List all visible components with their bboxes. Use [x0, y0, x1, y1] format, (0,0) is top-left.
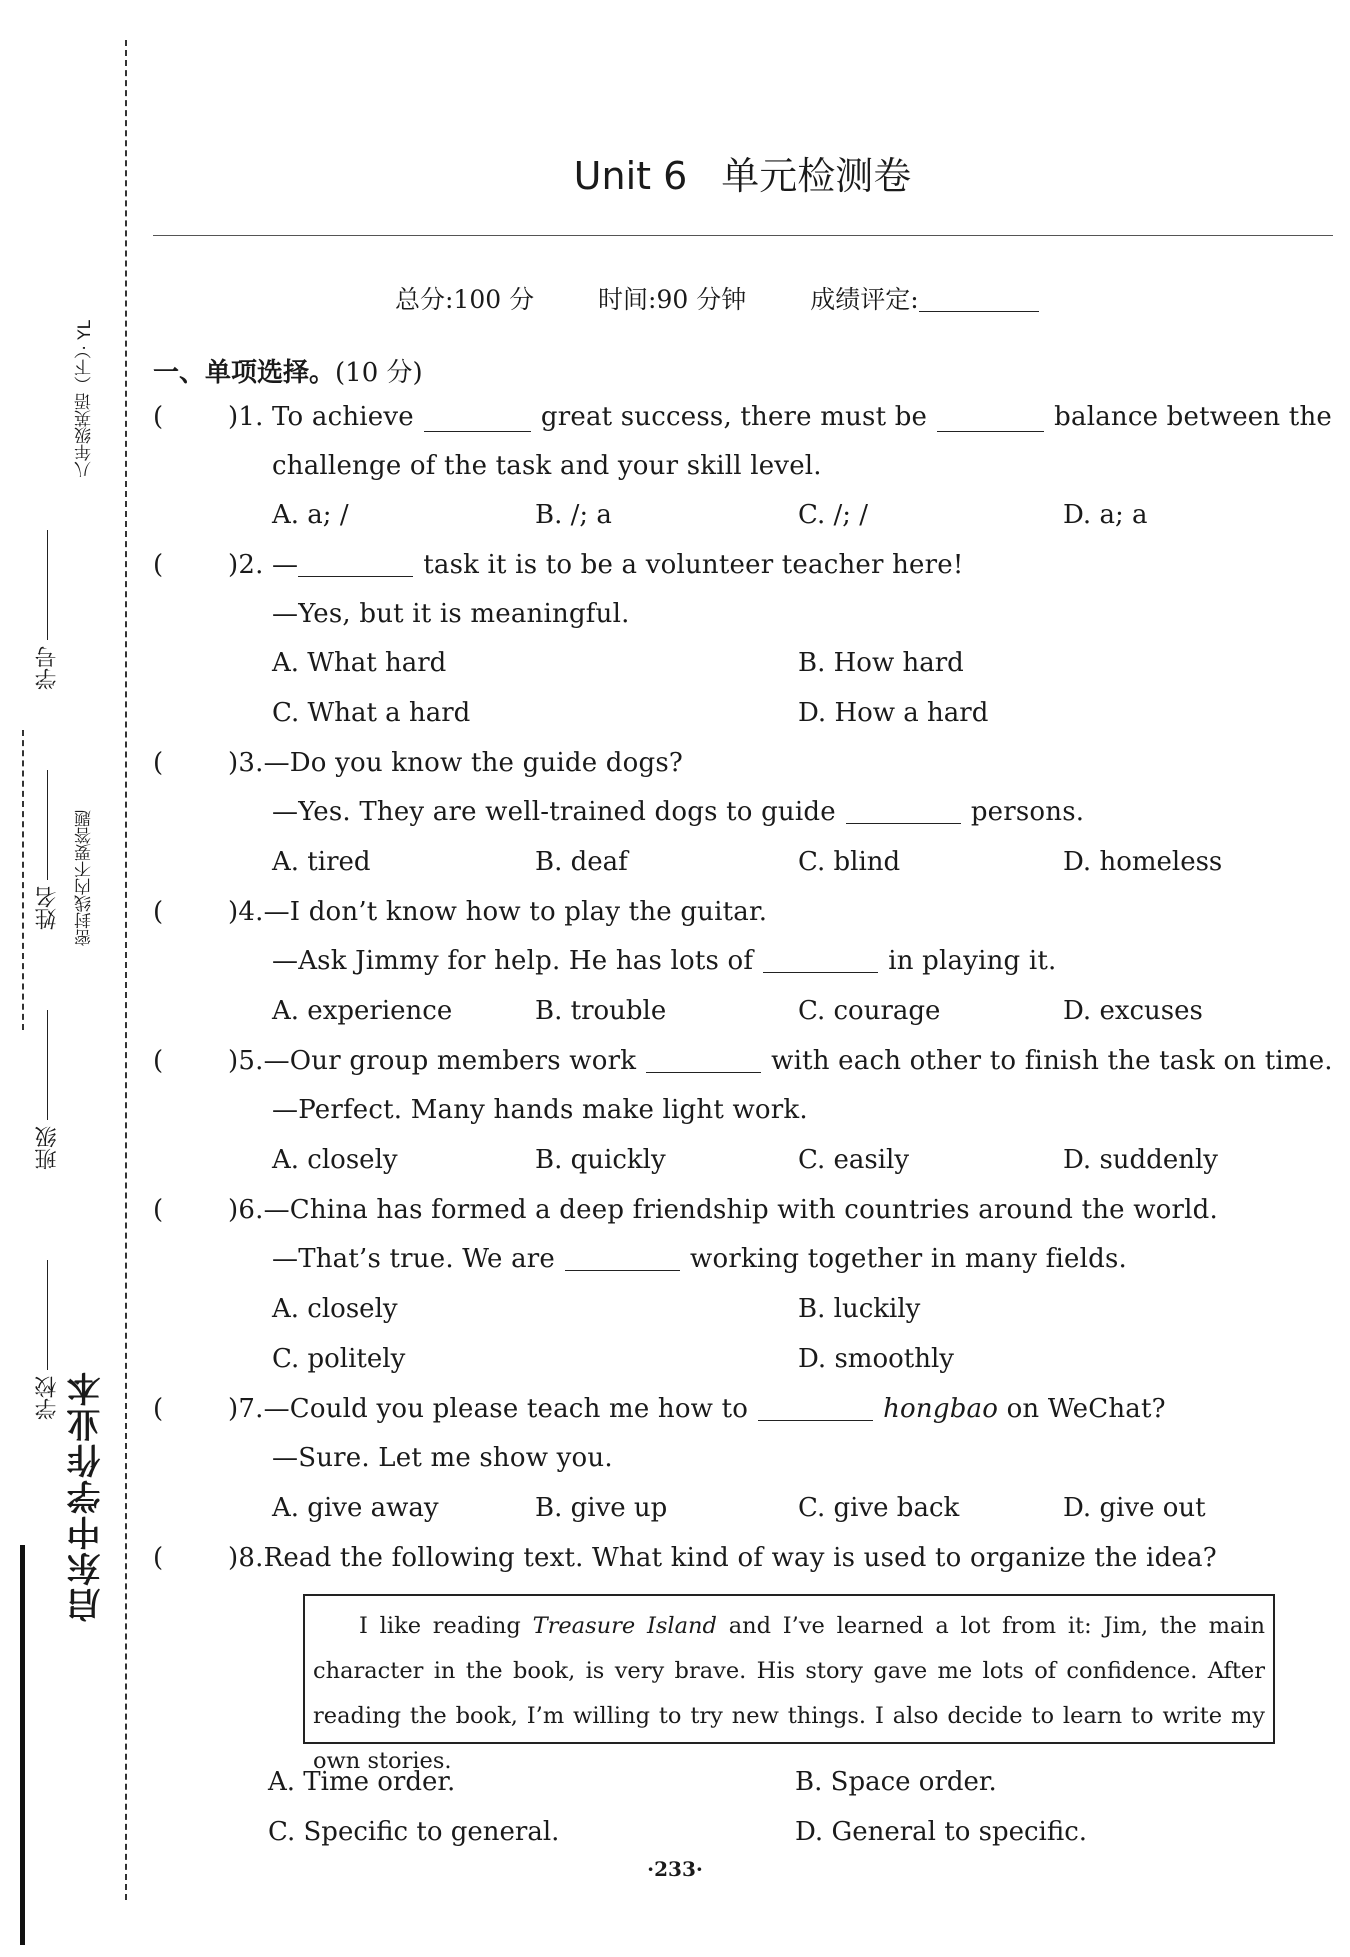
question-number: )5. — [228, 1046, 264, 1076]
exam-info — [395, 280, 1095, 316]
question-line: )6.—China has formed a deep friendship with countries around the world. — [228, 1195, 1218, 1225]
section-title: 一、单项选择。 — [153, 358, 336, 388]
title-rule — [153, 235, 1333, 236]
option-b[interactable]: B. How hard — [798, 648, 964, 678]
option-b[interactable]: B. /; a — [535, 500, 612, 530]
answer-blank[interactable] — [846, 823, 961, 824]
binding-dashed-line — [125, 40, 127, 1900]
answer-paren[interactable]: ( — [153, 897, 164, 927]
answer-blank[interactable] — [565, 1270, 680, 1271]
question-line: —Perfect. Many hands make light work. — [272, 1095, 808, 1125]
option-a[interactable]: A. What hard — [272, 648, 447, 678]
question-line: )1. To achieve great success, there must be balance between the — [228, 402, 1332, 432]
option-a[interactable]: A. closely — [272, 1294, 398, 1324]
school-label: 学校 — [35, 1376, 60, 1420]
name-label: 姓名 — [35, 886, 60, 930]
option-d[interactable]: D. How a hard — [798, 698, 989, 728]
section-heading — [153, 352, 423, 389]
answer-paren[interactable]: ( — [153, 748, 164, 778]
school-field[interactable] — [32, 1260, 63, 1420]
option-d[interactable]: D. smoothly — [798, 1344, 954, 1374]
question-number: )8. — [228, 1543, 264, 1573]
name-field[interactable] — [32, 770, 63, 930]
option-a[interactable]: A. experience — [272, 996, 453, 1026]
option-a[interactable]: A. closely — [272, 1145, 398, 1175]
question-line: —Sure. Let me show you. — [272, 1443, 613, 1473]
answer-blank[interactable] — [298, 576, 413, 577]
option-a[interactable]: A. tired — [272, 847, 371, 877]
question-line: —That’s true. We are working together in many fields. — [272, 1244, 1127, 1274]
question-number: )3. — [228, 748, 264, 778]
option-b[interactable]: B. give up — [535, 1493, 668, 1523]
answer-paren[interactable]: ( — [153, 1543, 164, 1573]
answer-paren[interactable]: ( — [153, 1195, 164, 1225]
option-b[interactable]: B. deaf — [535, 847, 628, 877]
answer-blank[interactable] — [937, 402, 1044, 432]
option-a[interactable]: A. Time order. — [268, 1767, 456, 1797]
answer-blank[interactable] — [646, 1072, 761, 1073]
test-title: 单元检测卷 — [721, 154, 912, 198]
option-b[interactable]: B. quickly — [535, 1145, 666, 1175]
question-line: )4.—I don’t know how to play the guitar. — [228, 897, 768, 927]
answer-paren[interactable]: ( — [153, 550, 164, 580]
answer-blank[interactable] — [758, 1420, 873, 1421]
student-number-label: 学号 — [35, 646, 60, 690]
option-c[interactable]: C. give back — [798, 1493, 960, 1523]
option-d[interactable]: D. a; a — [1063, 500, 1148, 530]
question-number: )2. — [228, 550, 264, 580]
option-d[interactable]: D. General to specific. — [795, 1817, 1088, 1847]
option-c[interactable]: C. politely — [272, 1344, 406, 1374]
answer-paren[interactable]: ( — [153, 402, 164, 432]
option-c[interactable]: C. /; / — [798, 500, 869, 530]
reading-passage: I like reading Treasure Island and I’ve learned a lot from it: Jim, the main character in the book, is very brave. His story gave me lots of confidence. After reading the book, I’m willing to try new things. I also decide to learn to write my own stories. — [313, 1613, 1266, 1774]
question-line: )8.Read the following text. What kind of way is used to organize the idea? — [228, 1543, 1217, 1573]
page-number: ·233· — [647, 1857, 703, 1881]
question-line: )7.—Could you please teach me how to hongbao on WeChat? — [228, 1394, 1166, 1424]
option-d[interactable]: D. homeless — [1063, 847, 1223, 877]
binding-edge-mark — [20, 1545, 25, 1945]
option-a[interactable]: A. a; / — [272, 500, 349, 530]
brand-label: 启东中学作业本 — [67, 1370, 107, 1622]
option-b[interactable]: B. luckily — [798, 1294, 921, 1324]
option-c[interactable]: C. courage — [798, 996, 941, 1026]
option-d[interactable]: D. excuses — [1063, 996, 1203, 1026]
total-score: 总分:100 分 — [395, 285, 535, 314]
class-field[interactable] — [32, 1010, 63, 1170]
answer-paren[interactable]: ( — [153, 1046, 164, 1076]
section-points: (10 分) — [335, 358, 423, 388]
option-a[interactable]: A. give away — [272, 1493, 439, 1523]
answer-blank[interactable] — [424, 402, 531, 432]
question-line: challenge of the task and your skill level. — [272, 451, 822, 481]
question-number: )4. — [228, 897, 264, 927]
unit-label: Unit 6 — [573, 154, 688, 198]
question-number: )1. — [228, 402, 264, 432]
page-title — [155, 145, 1330, 200]
question-number: )6. — [228, 1195, 264, 1225]
subject-label: 八年级英语（下）· YL — [75, 320, 95, 479]
time-limit: 时间:90 分钟 — [598, 285, 747, 314]
class-label: 班级 — [35, 1126, 60, 1170]
option-d[interactable]: D. give out — [1063, 1493, 1206, 1523]
question-line: —Yes. They are well-trained dogs to guide persons. — [272, 797, 1085, 827]
option-b[interactable]: B. trouble — [535, 996, 667, 1026]
grade-blank[interactable] — [919, 311, 1039, 312]
seal-notice: 密封线内不要答题 — [75, 810, 95, 946]
question-line: )3.—Do you know the guide dogs? — [228, 748, 684, 778]
question-line: )5.—Our group members work with each other to finish the task on time. — [228, 1046, 1333, 1076]
question-line: —Yes, but it is meaningful. — [272, 599, 630, 629]
option-b[interactable]: B. Space order. — [795, 1767, 997, 1797]
student-number-field[interactable] — [32, 530, 63, 690]
question-line: —Ask Jimmy for help. He has lots of in playing it. — [272, 946, 1057, 976]
question-line: )2. — task it is to be a volunteer teacher here! — [228, 550, 964, 580]
answer-blank[interactable] — [763, 972, 878, 973]
binding-dashed-line-left — [22, 730, 24, 1030]
answer-paren[interactable]: ( — [153, 1394, 164, 1424]
option-c[interactable]: C. blind — [798, 847, 901, 877]
option-c[interactable]: C. easily — [798, 1145, 910, 1175]
option-c[interactable]: C. Specific to general. — [268, 1817, 560, 1847]
option-c[interactable]: C. What a hard — [272, 698, 471, 728]
grade-label: 成绩评定: — [810, 285, 919, 314]
question-number: )7. — [228, 1394, 264, 1424]
reading-passage-box — [303, 1594, 1275, 1774]
option-d[interactable]: D. suddenly — [1063, 1145, 1218, 1175]
